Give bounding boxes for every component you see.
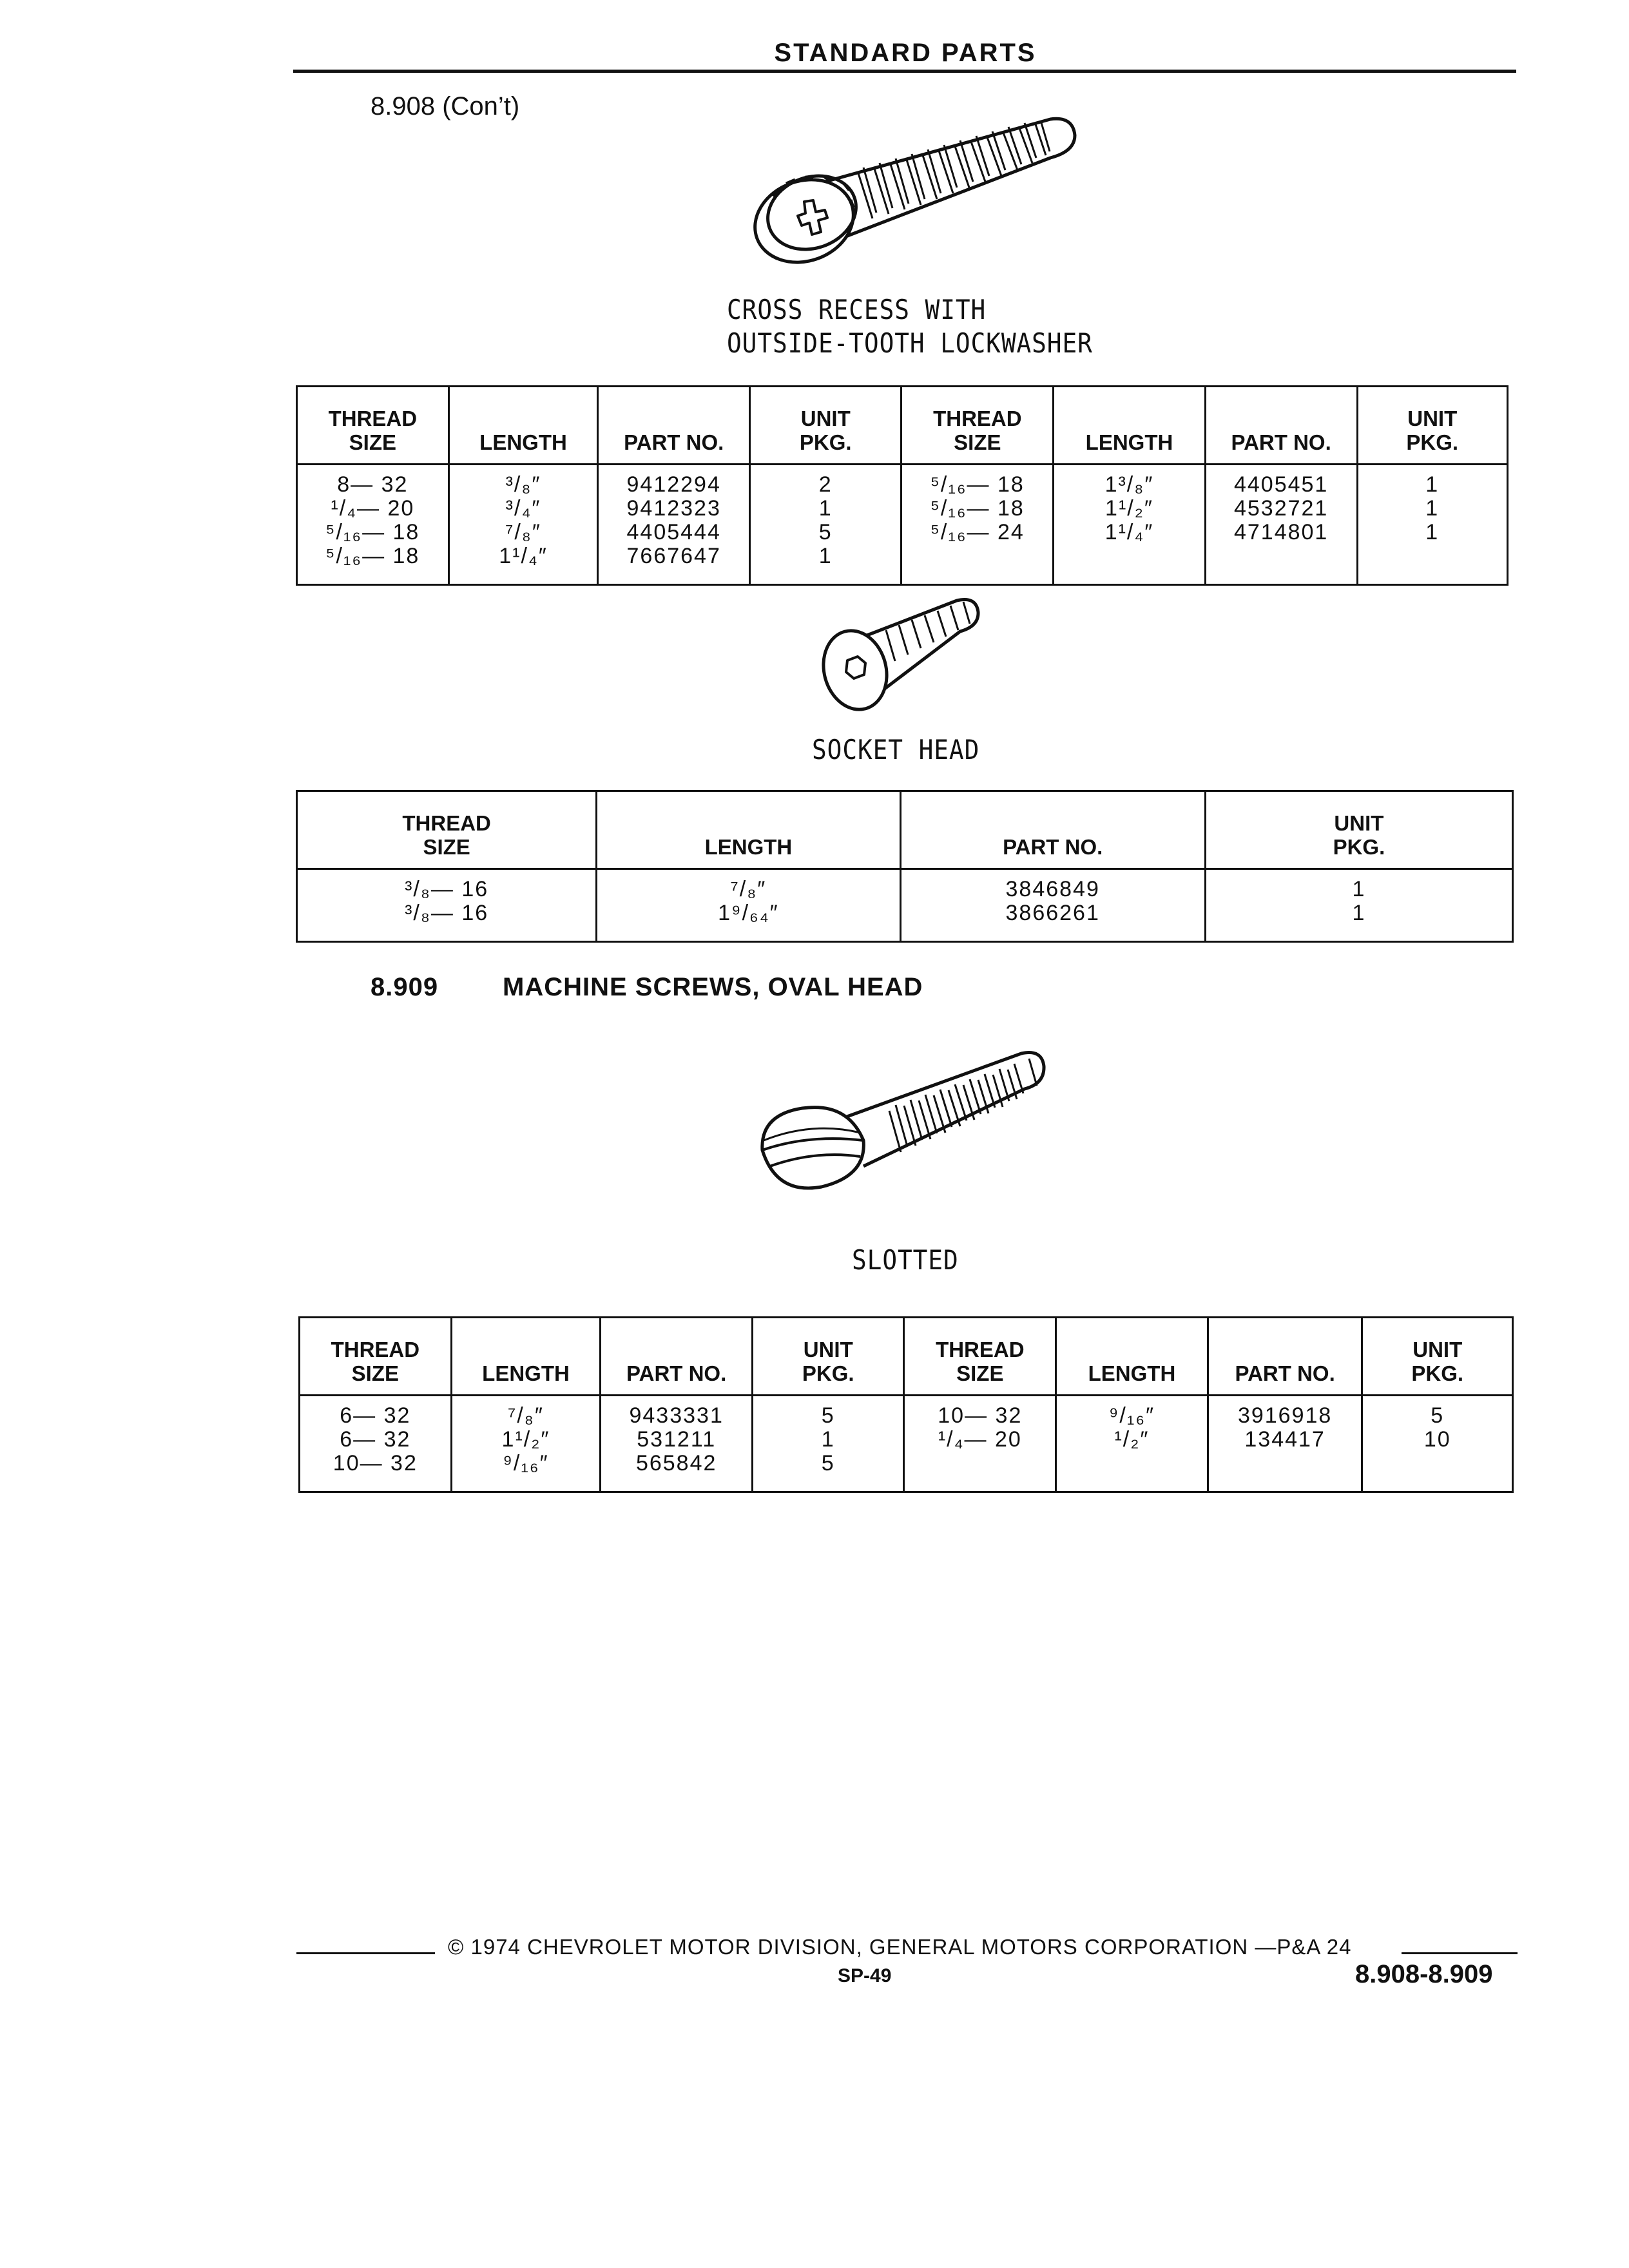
parts-table-socket-head (296, 790, 1514, 943)
cell-thread-size: 10— 32 ¹/₄— 20 (904, 1396, 1056, 1476)
caption-line-1: CROSS RECESS WITH (727, 294, 987, 325)
cell-unit-pkg: 5 1 5 (753, 1396, 904, 1476)
table-row (300, 1396, 1513, 1476)
col-header-unit-pkg: UNIT PKG. (1362, 1318, 1513, 1396)
figure-caption-socket-head: SOCKET HEAD (812, 734, 980, 765)
col-header-part-no: PART NO. (598, 387, 750, 465)
cell-unit-pkg: 1 1 1 (1357, 465, 1508, 569)
cell-length: ⁷/₈″ 1⁹/₆₄″ (597, 869, 900, 926)
footer-rule-right (1402, 1952, 1518, 1954)
table-row (297, 465, 1508, 569)
col-header-part-no: PART NO. (601, 1318, 753, 1396)
cell-part-no: 3846849 3866261 (900, 869, 1205, 926)
page-header-title: STANDARD PARTS (774, 39, 1037, 67)
col-header-length: LENGTH (1054, 387, 1206, 465)
cell-length: ³/₈″ ³/₄″ ⁷/₈″ 1¹/₄″ (448, 465, 598, 569)
col-header-unit-pkg: UNIT PKG. (1357, 387, 1508, 465)
section-number: 8.909 (371, 973, 439, 1001)
cross-recess-screw-illustration (747, 87, 1108, 280)
col-header-length: LENGTH (451, 1318, 601, 1396)
section-heading-8-909 (371, 973, 923, 1002)
footer-section-range: 8.908-8.909 (1355, 1960, 1493, 1988)
footer-rule-left (296, 1952, 435, 1954)
table-row (297, 869, 1513, 926)
oval-head-slotted-screw-illustration (751, 1037, 1066, 1231)
col-header-length: LENGTH (1056, 1318, 1208, 1396)
col-header-thread-size: THREAD SIZE (901, 387, 1054, 465)
cell-unit-pkg: 5 10 (1362, 1396, 1513, 1476)
col-header-length: LENGTH (448, 387, 598, 465)
parts-table-cross-recess (296, 385, 1509, 586)
socket-head-screw-illustration (822, 593, 989, 722)
cell-thread-size: 6— 32 6— 32 10— 32 (300, 1396, 452, 1476)
col-header-part-no: PART NO. (900, 791, 1205, 869)
col-header-length: LENGTH (597, 791, 900, 869)
cell-unit-pkg: 2 1 5 1 (750, 465, 901, 569)
section-title: MACHINE SCREWS, OVAL HEAD (503, 973, 923, 1001)
col-header-thread-size: THREAD SIZE (300, 1318, 452, 1396)
col-header-unit-pkg: UNIT PKG. (1205, 791, 1512, 869)
footer-copyright: © 1974 CHEVROLET MOTOR DIVISION, GENERAL MOTORS CORPORATION —P&A 24 (448, 1935, 1352, 1959)
footer-page-number: SP-49 (838, 1965, 892, 1986)
caption-line-2: OUTSIDE-TOOTH LOCKWASHER (727, 327, 1093, 359)
cell-thread-size: ⁵/₁₆— 18 ⁵/₁₆— 18 ⁵/₁₆— 24 (901, 465, 1054, 569)
cell-part-no: 9433331 531211 565842 (601, 1396, 753, 1476)
col-header-thread-size: THREAD SIZE (297, 791, 597, 869)
cell-unit-pkg: 1 1 (1205, 869, 1512, 926)
col-header-part-no: PART NO. (1208, 1318, 1362, 1396)
cell-part-no: 4405451 4532721 4714801 (1205, 465, 1357, 569)
parts-table-oval-head (298, 1316, 1514, 1493)
cell-length: 1³/₈″ 1¹/₂″ 1¹/₄″ (1054, 465, 1206, 569)
cell-thread-size: ³/₈— 16 ³/₈— 16 (297, 869, 597, 926)
col-header-thread-size: THREAD SIZE (297, 387, 449, 465)
cell-length: ⁹/₁₆″ ¹/₂″ (1056, 1396, 1208, 1476)
figure-caption-slotted: SLOTTED (852, 1244, 959, 1276)
cell-thread-size: 8— 32 ¹/₄— 20 ⁵/₁₆— 18 ⁵/₁₆— 18 (297, 465, 449, 569)
col-header-part-no: PART NO. (1205, 387, 1357, 465)
figure-caption-cross-recess (727, 293, 1093, 360)
header-rule (293, 70, 1516, 73)
cell-part-no: 3916918 134417 (1208, 1396, 1362, 1476)
col-header-unit-pkg: UNIT PKG. (753, 1318, 904, 1396)
col-header-thread-size: THREAD SIZE (904, 1318, 1056, 1396)
col-header-unit-pkg: UNIT PKG. (750, 387, 901, 465)
cell-length: ⁷/₈″ 1¹/₂″ ⁹/₁₆″ (451, 1396, 601, 1476)
section-continued-label: 8.908 (Con’t) (371, 92, 520, 120)
cell-part-no: 9412294 9412323 4405444 7667647 (598, 465, 750, 569)
